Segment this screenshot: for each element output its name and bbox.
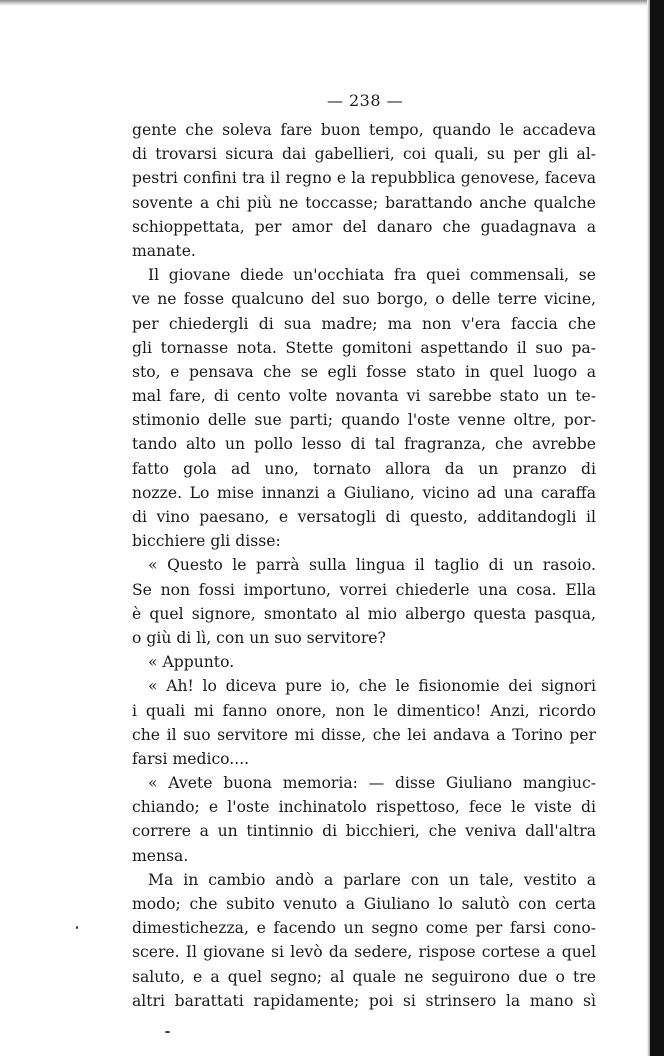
text-line: sovente a chi più ne toccasse; barattando anche qualche [132,193,596,212]
text-line: fatto gola ad uno, tornato allora da un pranzo di [132,459,596,478]
text-line: « Ah! lo diceva pure io, che le fisionomie dei signori [148,677,596,696]
text-line: i quali mi fanno onore, non le dimentico! Anzi, ricordo [132,701,596,720]
text-line: gli tornasse nota. Stette gomitoni aspettando il suo pa- [132,338,596,357]
scan-speck [76,926,78,929]
text-line: chiando; e l'oste inchinatolo rispettoso, fece le viste di [132,798,596,817]
text-line: o giù di lì, con un suo servitore? [132,628,386,647]
text-line: « Avete buona memoria: — disse Giuliano mangiuc- [148,774,596,793]
text-line: manate. [132,241,196,260]
text-line: tando alto un pollo lesso di tal fragranza, che avrebbe [132,435,596,454]
page-number: — 238 — [326,91,404,110]
text-line: per chiedergli di sua madre; ma non v'era faccia che [132,314,596,333]
page-body-text [132,118,596,1013]
text-line: correre a un tintinnio di bicchieri, che veniva dall'altra [132,822,596,841]
scan-speck [165,1031,170,1033]
scan-right-border [650,0,664,1056]
text-line: schioppettata, per amor del danaro che guadagnava a [132,217,596,236]
text-line: mal fare, di cento volte novanta vi sarebbe stato un te- [132,387,596,406]
text-line: di vino paesano, e versatogli di questo, additandogli il [132,508,596,526]
text-line: pestri confini tra il regno e la repubblica genovese, faceva [132,169,596,188]
text-line: Se non fossi importuno, vorrei chiederle una cosa. Ella [132,580,596,599]
text-line: è quel signore, smontato al mio albergo questa pasqua, [132,604,596,623]
text-line: Ma in cambio andò a parlare con un tale, vestito a [148,870,596,889]
text-line: gente che soleva fare buon tempo, quando le accadeva [132,121,596,139]
text-line: nozze. Lo mise innanzi a Giuliano, vicino ad una caraffa [132,483,596,502]
text-line: « Questo le parrà sulla lingua il taglio di un rasoio. [148,556,596,575]
text-line: sto, e pensava che se egli fosse stato in quel luogo a [132,362,596,381]
text-line: saluto, e a quel segno; al quale ne seguirono due o tre [132,967,596,986]
text-line: farsi medico.... [132,749,250,768]
text-line: che il suo servitore mi disse, che lei andava a Torino per [132,725,596,744]
text-line: modo; che subito venuto a Giuliano lo salutò con certa [132,895,596,913]
text-line: ve ne fosse qualcuno del suo borgo, o delle terre vicine, [132,290,596,309]
text-line: stimonio delle sue parti; quando l'oste venne oltre, por- [132,411,596,430]
text-line: altri barattati rapidamente; poi si strinsero la mano sì [132,991,596,1010]
text-line: scere. Il giovane si levò da sedere, rispose cortese a quel [132,943,596,962]
text-line: « Appunto. [148,653,235,672]
text-line: di trovarsi sicura dai gabellieri, coi quali, su per gli al- [132,145,596,164]
text-line: Il giovane diede un'occhiata fra quei commensali, se [148,266,596,285]
text-line: dimestichezza, e facendo un segno come per farsi cono- [132,919,596,938]
scan-top-edge [0,0,664,6]
text-line: bicchiere gli disse: [132,532,281,551]
text-line: mensa. [132,846,189,865]
